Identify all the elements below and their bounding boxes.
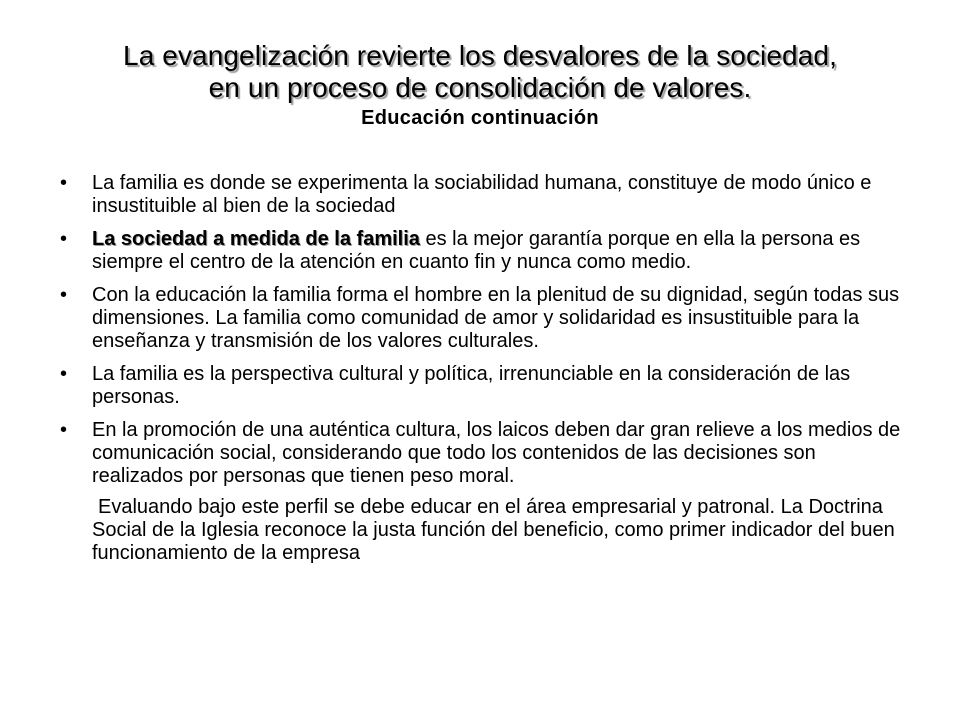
bullet-item [60,172,902,218]
bullet-text: En la promoción de una auténtica cultura, los laicos deben dar gran relieve a los medios de comunicación social, considerando que todo los contenidos de las decisiones son realizados por personas que tienen peso moral. [92,419,901,487]
bullet-text: La familia es la perspectiva cultural y política, irrenunciable en la consideración de las personas. [92,363,851,408]
title-block [40,40,920,130]
bullet-text: La familia es donde se experimenta la sociabilidad humana, constituye de modo único e insustituible al bien de la sociedad [92,172,872,217]
bullet-dot-icon: • [60,284,68,306]
bullet-item [60,419,902,488]
bullet-item [60,284,902,353]
bullet-item [60,363,902,409]
bullet-dot-icon: • [60,228,68,250]
bullet-item [60,228,902,274]
bullet-list [60,172,902,565]
closing-paragraph: Evaluando bajo este perfil se debe educar en el área empresarial y patronal. La Doctrina Social de la Iglesia reconoce la justa función del beneficio, como primer indicador del buen funcionamiento de la empresa [92,496,895,564]
bullet-text: Con la educación la familia forma el hombre en la plenitud de su dignidad, según todas sus dimensiones. La familia como comunidad de amor y solidaridad es insustituible para la enseñanza y transmisión de los valores culturales. [92,284,900,352]
bullet-text: es la mejor garantía porque en ella la persona es siempre el centro de la atención en cuanto fin y nunca como medio. [92,228,861,273]
bullet-emphasis: La sociedad a medida de la familia [92,228,420,250]
bullet-dot-icon: • [60,172,68,194]
bullet-dot-icon: • [60,419,68,441]
title-line-2: en un proceso de consolidación de valores. [208,72,752,103]
subtitle: Educación continuación [361,107,599,129]
title-line-1: La evangelización revierte los desvalores de la sociedad, [123,40,837,71]
bullet-dot-icon: • [60,363,68,385]
